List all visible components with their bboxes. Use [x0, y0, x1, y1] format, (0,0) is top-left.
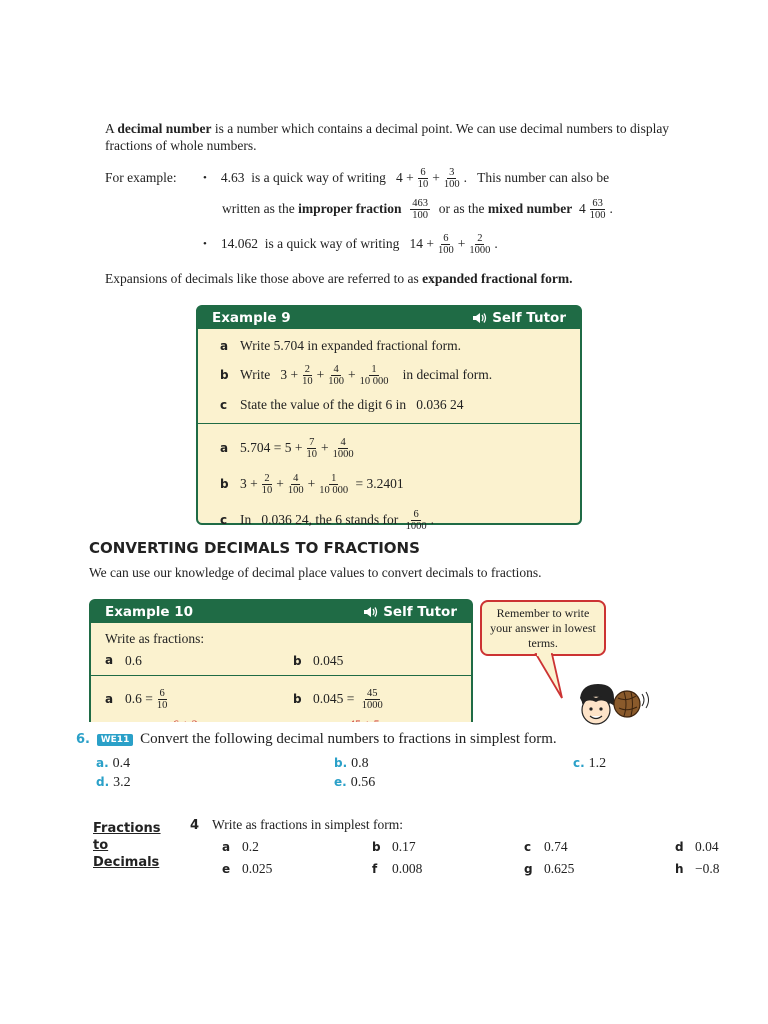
whole-part: 4	[578, 201, 586, 216]
ex9-solution-c: c In 0.036 24, the 6 stands for $\frac{6}{1000}$ .	[220, 508, 434, 532]
ex9-question-a	[220, 335, 580, 357]
speech-bubble	[480, 600, 606, 656]
example-10-title: Example 10	[105, 604, 194, 620]
ex4-item-g	[524, 861, 574, 877]
label: b	[293, 692, 302, 706]
fraction: $\frac{463}{100}$	[412, 197, 428, 221]
value: 0.036 24, the 6 stands for	[261, 512, 399, 527]
text: Write 5.704 in expanded fractional form.	[240, 338, 462, 353]
plus: +	[307, 476, 316, 491]
ex10-instruction: Write as fractions:	[105, 631, 205, 646]
result: = 3.2401	[355, 476, 404, 491]
title-line: Fractions	[93, 821, 161, 836]
fraction: $\frac{45}{1000}$	[361, 687, 383, 711]
label: a	[105, 653, 114, 667]
value: 0.8	[351, 756, 369, 771]
fraction: $\frac{4}{100}$	[328, 363, 344, 387]
expr: 0.6 =	[125, 691, 153, 706]
fraction: $\frac{63}{100}$	[589, 197, 606, 221]
q6-item-c	[573, 756, 606, 772]
value: 0.4	[112, 756, 131, 771]
self-tutor-link[interactable]	[363, 601, 457, 623]
fraction: $\frac{2}{10}$	[261, 472, 273, 496]
ex4-item-b	[372, 839, 416, 855]
ex4-item-a	[222, 839, 259, 855]
bubble-text: Remember to write your answer in lowest terms.	[490, 606, 596, 650]
value: 0.025	[242, 861, 273, 876]
cartoon-boy-icon	[574, 680, 654, 728]
example-line-3: • 14.062 is a quick way of writing 14 + $\frac{6}{100}$ + $\frac{2}{1000}$ .	[203, 232, 498, 256]
value: 3.2	[113, 775, 131, 790]
example-10-header	[91, 601, 471, 623]
fraction: $\frac{2}{1000}$	[469, 232, 491, 256]
plus: +	[457, 236, 466, 251]
example-9-title: Example 9	[212, 310, 291, 326]
intro-bold-term: decimal number	[117, 121, 212, 136]
expr: 0.045 =	[313, 691, 355, 706]
ex4-item-f	[372, 861, 422, 877]
ex4-item-d	[675, 839, 719, 855]
plus: +	[276, 476, 284, 491]
expansion-sentence	[105, 271, 573, 287]
example-line-1: For example: • 4.63 is a quick way of writing 4 + $\frac{6}{10}$ + $\frac{3}{100}$ . This number can also be	[105, 166, 610, 190]
value: 0.56	[350, 775, 376, 790]
question-number: 6.	[76, 732, 90, 747]
speaker-icon	[472, 312, 488, 324]
label: a	[222, 840, 231, 854]
value: 0.045	[313, 653, 344, 668]
label: d.	[96, 775, 110, 789]
ex9-solution-b	[220, 466, 580, 502]
value: 0.2	[242, 839, 259, 854]
ex4-item-c	[524, 839, 568, 855]
label: a.	[96, 756, 109, 770]
text: In	[240, 512, 252, 527]
improper-fraction-term: improper fraction	[298, 201, 402, 216]
value: 0.17	[392, 839, 416, 854]
label: h	[675, 862, 684, 876]
value: 0.04	[695, 839, 719, 854]
example-text: is a quick way of writing	[251, 170, 386, 185]
fraction: $\frac{4}{1000}$	[332, 436, 354, 460]
example-text-2: This number can also be	[477, 170, 610, 185]
bullet: •	[203, 172, 207, 184]
section-heading: CONVERTING DECIMALS TO FRACTIONS	[89, 539, 420, 557]
value: 0.008	[392, 861, 423, 876]
worked-example-tag[interactable]: WE11	[97, 734, 134, 746]
ex9-question-c	[220, 393, 580, 417]
question-text: Convert the following decimal numbers to fractions in simplest form.	[140, 731, 557, 747]
mixed-number-term: mixed number	[487, 201, 573, 216]
text: or as the	[438, 201, 485, 216]
intro-post: is a number which contains a decimal point. We can use decimal numbers to display fractions of whole numbers.	[105, 121, 670, 153]
fraction: $\frac{4}{100}$	[287, 472, 304, 496]
label: g	[524, 862, 533, 876]
ex4-item-h	[675, 861, 720, 877]
example-line-2: written as the improper fraction $\frac{463}{100}$ or as the mixed number 4 $\frac{63}{100}$ .	[222, 197, 613, 221]
fraction: $\frac{6}{10}$	[417, 166, 429, 190]
q6-item-d	[96, 775, 131, 791]
text: written as the	[222, 201, 295, 216]
label: a	[220, 339, 229, 353]
speaker-icon	[363, 606, 379, 618]
fractions-to-decimals-title	[93, 820, 161, 871]
self-tutor-link[interactable]	[472, 307, 566, 329]
decimal-value: 14.062	[220, 236, 258, 251]
label: a	[105, 692, 114, 706]
intro-pre: A	[105, 121, 118, 136]
decimal-value: 4.63	[220, 170, 245, 185]
expanded-form-term: expanded fractional form.	[422, 271, 573, 286]
expr: 3 +	[240, 476, 258, 491]
text: Expansions of decimals like those above are referred to as	[105, 271, 423, 286]
value: 1.2	[588, 756, 607, 771]
example-9-header	[198, 307, 580, 329]
value: 0.036 24	[416, 397, 464, 412]
q6-item-e	[334, 775, 375, 791]
label: d	[675, 840, 684, 854]
fraction: $\frac{1}{10 000}$	[359, 363, 389, 387]
label: c.	[573, 756, 585, 770]
question-6	[76, 731, 557, 748]
title-line: to	[93, 838, 109, 853]
text: in decimal form.	[402, 367, 493, 382]
label: c	[220, 513, 228, 527]
example-9-box	[196, 305, 582, 532]
fraction: $\frac{3}{100}$	[443, 166, 460, 190]
fraction: $\frac{6}{100}$	[437, 232, 454, 256]
fraction: $\frac{2}{10}$	[302, 363, 313, 387]
for-example-label: For example:	[105, 170, 177, 185]
label: f	[372, 862, 378, 876]
ex10-solutions	[105, 682, 471, 716]
fraction: $\frac{7}{10}$	[306, 436, 317, 460]
label: c	[524, 840, 532, 854]
ex9-question-b	[220, 357, 580, 393]
label: b	[220, 368, 229, 382]
ex10-questions	[105, 649, 471, 673]
exercise-text: Write as fractions in simplest form:	[212, 817, 404, 832]
exercise-number: 4	[190, 818, 200, 833]
value: 0.625	[544, 861, 575, 876]
expr-whole: 14 +	[409, 236, 434, 251]
value: 0.6	[125, 653, 142, 668]
label: c	[220, 398, 228, 412]
text: Write	[240, 367, 271, 382]
expr: 3 +	[280, 367, 299, 382]
title-line: Decimals	[93, 855, 160, 870]
label: b	[220, 477, 229, 491]
label: b.	[334, 756, 348, 770]
ex4-item-e	[222, 861, 272, 877]
plus: +	[320, 440, 329, 455]
expr: 5.704 = 5 +	[240, 440, 303, 455]
exercise-4	[190, 817, 403, 833]
label: e.	[334, 775, 347, 789]
q6-item-a	[96, 756, 130, 772]
section-text: We can use our knowledge of decimal place values to convert decimals to fractions.	[89, 565, 542, 580]
text: State the value of the digit 6 in	[240, 397, 407, 412]
fraction: $\frac{6}{10}$	[156, 687, 168, 711]
label: a	[220, 441, 229, 455]
self-tutor-label: Self Tutor	[383, 604, 457, 620]
value: −0.8	[695, 861, 720, 876]
plus: +	[432, 170, 440, 185]
plus: +	[316, 367, 325, 382]
label: e	[222, 862, 231, 876]
plus: +	[347, 367, 356, 382]
intro-paragraph	[105, 120, 685, 154]
q6-item-b	[334, 756, 369, 772]
bubble-tail	[530, 652, 570, 702]
value: 0.74	[544, 839, 568, 854]
example-10-box	[89, 599, 473, 741]
label: b	[293, 654, 302, 668]
expr-whole: 4 +	[395, 170, 414, 185]
bullet: •	[203, 238, 207, 250]
example-text: is a quick way of writing	[264, 236, 400, 251]
fraction: $\frac{6}{1000}$	[405, 508, 427, 532]
fraction: $\frac{1}{10 000}$	[319, 472, 349, 496]
label: b	[372, 840, 381, 854]
self-tutor-label: Self Tutor	[492, 310, 566, 326]
ex9-solution-a	[220, 430, 580, 466]
